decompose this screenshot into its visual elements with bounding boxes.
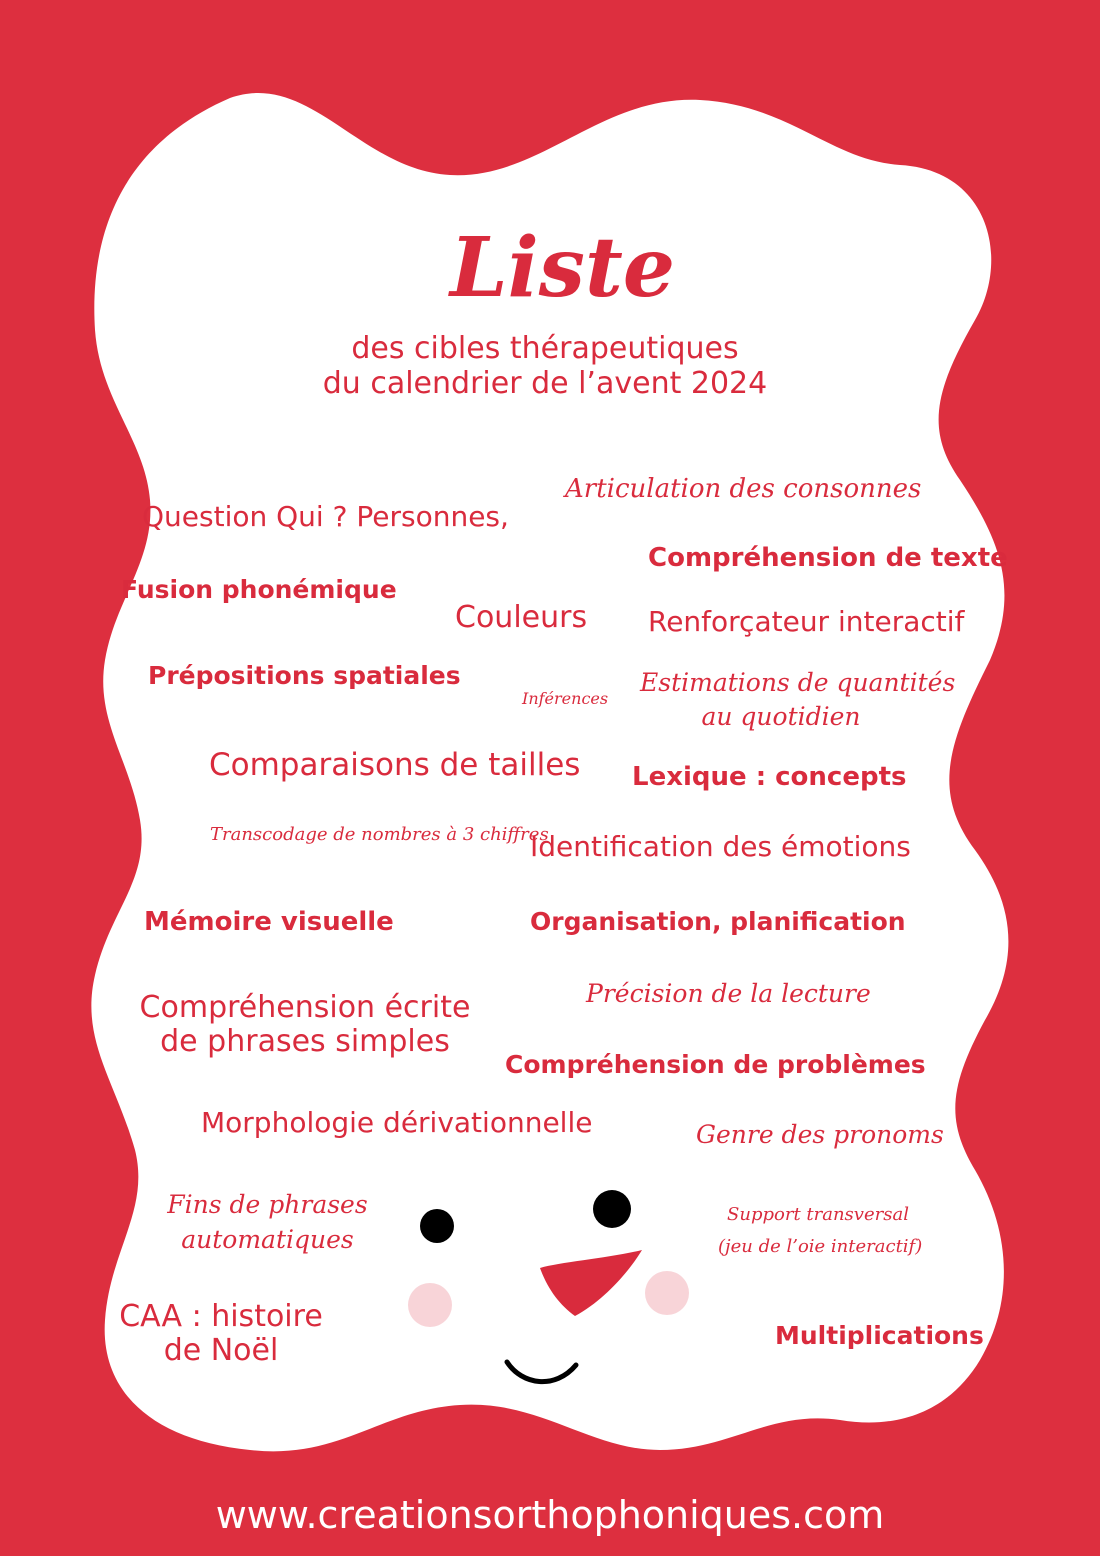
website-url[interactable]: www.creationsorthophoniques.com: [215, 1493, 885, 1537]
target-genre: Genre des pronoms: [696, 1120, 944, 1149]
target-precision: Précision de la lecture: [586, 979, 871, 1008]
page-title: Liste: [450, 220, 676, 316]
target-memoire: Mémoire visuelle: [144, 907, 394, 937]
target-fins-1: Fins de phrases: [167, 1190, 368, 1219]
target-comprehension-texte: Compréhension de texte: [648, 543, 1008, 573]
target-fins-2: automatiques: [181, 1225, 354, 1254]
target-renforcateur: Renforçateur interactif: [648, 605, 965, 638]
subtitle-line-1: des cibles thérapeutiques: [351, 331, 739, 366]
target-question-qui: Question Qui ? Personnes,: [142, 500, 509, 533]
target-morphologie: Morphologie dérivationnelle: [201, 1106, 593, 1139]
target-inferences: Inférences: [522, 689, 609, 708]
target-caa-1: CAA : histoire: [119, 1299, 323, 1334]
target-organisation: Organisation, planification: [530, 907, 906, 936]
target-support-2: (jeu de l’oie interactif): [718, 1236, 923, 1257]
target-multiplications: Multiplications: [775, 1321, 984, 1350]
target-estimations-1: Estimations de quantités: [640, 668, 956, 697]
target-caa-2: de Noël: [163, 1333, 279, 1368]
subtitle-line-2: du calendrier de l’avent 2024: [322, 366, 768, 401]
target-prepositions: Prépositions spatiales: [148, 661, 461, 690]
target-couleurs: Couleurs: [455, 600, 588, 635]
target-estimations-2: au quotidien: [701, 702, 861, 731]
target-comprehension-ecrite-1: Compréhension écrite: [139, 990, 471, 1025]
target-fusion: Fusion phonémique: [121, 575, 397, 604]
target-comparaisons: Comparaisons de tailles: [209, 747, 581, 783]
target-transcodage: Transcodage de nombres à 3 chiffres: [210, 824, 549, 845]
target-comprehension-ecrite-2: de phrases simples: [160, 1024, 450, 1059]
target-emotions: Identification des émotions: [530, 830, 911, 863]
target-articulation: Articulation des consonnes: [565, 474, 922, 504]
target-lexique: Lexique : concepts: [632, 762, 907, 792]
target-problemes: Compréhension de problèmes: [505, 1050, 926, 1079]
target-support-1: Support transversal: [727, 1204, 909, 1225]
